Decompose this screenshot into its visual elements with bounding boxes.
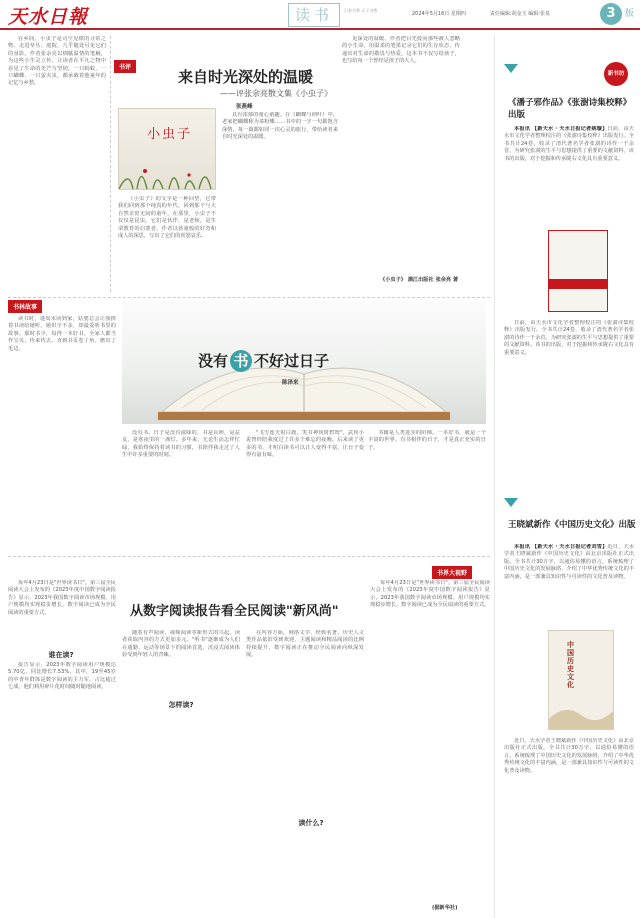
article2-col4: 书籍是人类进步的阶梯。一本好书，就是一个丰富的世界。有书相伴的日子，才是真正充实的日子。 [368,430,486,451]
subhead-what-read: 读什么? [286,818,336,828]
editor-credit: 责任编辑:胡金玉 编辑:张泉 [490,11,550,17]
article3-title: 从数字阅读报告看全民阅读"新风尚" [130,604,339,619]
cover-pattern [549,689,613,729]
subhead-who-reads: 谁在读? [36,650,86,660]
article1-tag: 书评 [114,60,136,73]
page-number: 3 [600,3,622,25]
article1-title: 来自时光深处的温暖 [178,68,314,86]
article3-col5: 每年4月23日是"世界读书日"。第三届全民阅读大会上发布的《2023年度中国数字阅读报告》显示，2023年我国数字阅读市场规模、用户规模均实现稳步增长，数字阅读已成为全民阅读的重要方式。 [370,580,490,609]
article2-col3: "飞雪连天射白鹿，笑书神侠倚碧鸳"，武侠小说曾经陪我度过了许多个难忘的夜晚。后来读了更多的书，才明白读书可以让人变得丰富，让日子变得有滋有味。 [246,430,364,459]
issue-date: 2024年5月16日 星期四 [412,11,466,17]
sidebar-book1-title: 《潘子邪作品》《张澍诗集校释》出版 [508,98,632,120]
sidebar-book2-byline: 本报讯 【新天水 · 天水日报记者刘雪】 [514,544,608,550]
article3-col2: 报告显示，2023年数字阅读用户规模达5.70亿，同比增长7.53%。其中，19至45岁的中青年群体是数字阅读的主力军，占比超过七成，他们利用碎片化时间随时随地阅读。 [8,662,116,691]
newspaper-logo: 天水日報 [8,6,89,28]
arrow-icon [504,498,518,507]
sidebar-book1-text [504,126,634,224]
section-title: 读书 [288,3,340,27]
sidebar-book2-body: 近日，天水学者王晓斌新作《中国历史文化》由北京出版社正式出版。全书共计30万字，以通俗易懂的语言，系统梳理了中国历史文化的发展脉络，介绍了中华优秀传统文化的丰富内涵，是一部兼具知识性与可读性的文化普及读物。 [504,544,634,580]
book-caption: 《小虫子》 漓江出版社 张余亮 著 [380,277,459,283]
sidebar-tag: 新书坊 [604,62,628,86]
article3-col3: 随着有声阅读、视频阅读等新形式的兴起，读者获取内容的方式更加多元。"听书"逐渐成为人们在通勤、运动等场景下的阅读首选，沉浸式阅读体验受到年轻人的青睐。 [122,630,240,659]
book-cover-image [118,108,216,190]
book-cover-title: 小虫子 [147,127,193,142]
article3-source: (据新华社) [432,905,458,911]
article1-col4: 见深处的温暖。作者把目光投向那些被人忽略的小生命，用温柔的笔墨记录它们的生存状态，传递出对生命的敬畏与热爱。这本书不仅写给孩子，也写给每一个曾经是孩子的大人。 [342,36,460,65]
column-divider [110,36,111,292]
article1-col2: 《小虫子》的文字是一种回望，它带我们回到那个纯真的年代，回到那个与大自然亲密无间的童年。在那里，小虫子不仅仅是昆虫，它们是伙伴，是老师，是生命教育的启蒙者。作者以孩童般的好奇和成人的深思，写出了它们的喜怒哀乐。 [118,196,216,240]
masthead [0,0,640,30]
article3-col4: 在内容方面，网络文学、经典名著、历史人文类作品依旧受到欢迎，主题阅读和精品阅读的比例持续提升，数字阅读正在推动全民阅读向纵深发展。 [246,630,364,659]
article2-title [198,350,329,372]
grass-illustration [119,159,215,189]
sidebar-book2-text-cont: 近日，天水学者王晓斌新作《中国历史文化》由北京出版社正式出版。全书共计30万字，以通俗易懂的语言，系统梳理了中国历史文化的发展脉络，介绍了中华优秀传统文化的丰富内涵，是一部兼具知识性与可读性的文化普及读物。 [504,738,634,774]
sidebar-book1-byline: 本报讯 【新天水 · 天水日报记者姚璇】 [514,126,608,132]
article3-col1: 每年4月23日是"世界读书日"。第三届全民阅读大会上发布的《2023年度中国数字阅读报告》显示，2023年我国数字阅读市场规模、用户规模均实现稳步增长，数字阅读已成为全民阅读的重要方式。 [8,580,116,616]
book2-cover-title: 中国历史文化 [567,640,574,689]
article2-title-pre: 没有 [198,352,229,370]
subhead-how-read: 怎样读? [156,700,206,710]
sidebar-book1-text-cont: 日前，由天水市文化学者整理校注的《张澍诗集校释》出版发行。全书共计24卷，收录了清代著名学者张澍的诗作一千余首，为研究张澍的生平与思想提供了重要的文献资料。该书的出版，对于挖掘和传承陇右文化具有重要意义。 [504,320,634,356]
page-label: 版 [625,9,635,19]
article2-title-post: 不好过日子 [254,352,330,370]
section-divider [8,556,490,557]
book1-cover-band [549,279,607,289]
article2-author: 陈泽来 [282,380,299,386]
sidebar-book2-title: 王晓斌新作《中国历史文化》出版 [508,520,636,530]
section-subtitle: 百卷书香 天下书香 [344,8,378,13]
article2-tag: 书林故事 [8,300,42,313]
article2-col2: 没有书，日子是没有滋味的。书是良师，是益友，是寒夜里的一盏灯。多年来，无论生活怎样忙碌，我始终保持着读书的习惯，书陪伴我走过了人生中许多重要的时刻。 [122,430,240,459]
section-divider [8,297,490,298]
book1-cover [548,230,608,312]
article1-author: 张燕峰 [236,104,253,110]
article2-col1: 读书时，逢周末回到家，姑婆总会让我捧着书读给她听。她识字不多，却最爱听书里的故事。那时书少，每得一本好书，全家人都当作宝贝，传来传去，直到书页卷了角、磨出了毛边。 [8,316,116,352]
book2-cover [548,630,614,730]
article1-col3: 具有浓郁的童心童趣。在《蝴蝶与荆叶》中，老家把蝴蝶称为菜粉蝶……书中的一字一句都饱含深情，每一篇都如同一次心灵的旅行，带给读者来自时光深处的温暖。 [222,112,338,141]
article2-title-book-char: 书 [230,350,252,372]
arrow-icon [504,64,518,73]
article1-subtitle: ——评张余亮散文集《小虫子》 [220,89,332,98]
article3-tag: 书界大视野 [432,566,472,579]
article1-col1: 在乡间，小虫子是司空见惯的寻常之物。走进草丛、庭院，几乎随处可见它们的身影。作者张余亮以细腻温情的笔触，为这些小生灵立传，让读者在平凡之物中看见了生命的光芒与坚韧。一只蚂蚁、一只蝴蝶、一只萤火虫，都承载着他童年的记忆与乡愁。 [8,36,106,87]
sidebar-book1-body: 日前，由天水市文化学者整理校注的《张澍诗集校释》出版发行。全书共计24卷，收录了清代著名学者张澍的诗作一千余首，为研究张澍的生平与思想提供了重要的文献资料。该书的出版，对于挖掘和传承陇右文化具有重要意义。 [504,126,634,162]
sidebar-book2-text [504,544,634,624]
